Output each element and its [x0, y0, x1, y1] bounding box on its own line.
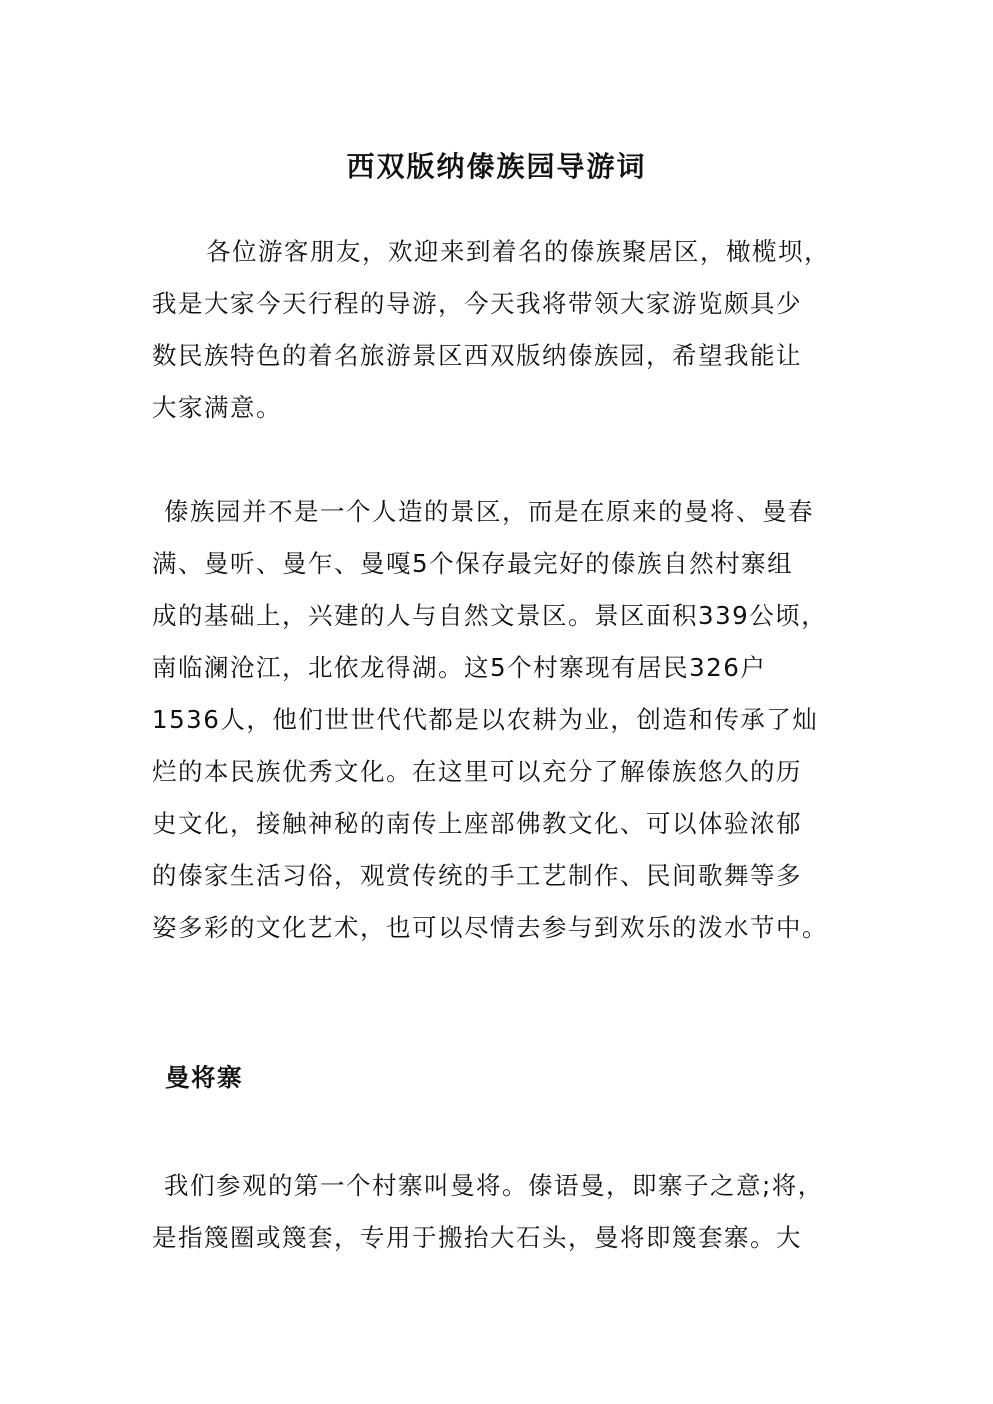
- paragraph-line: 各位游客朋友，欢迎来到着名的傣族聚居区，橄榄坝，: [206, 237, 830, 266]
- section-paragraph: [152, 1160, 842, 1264]
- paragraph-line: 我是大家今天行程的导游，今天我将带领大家游览颇具少: [152, 289, 802, 318]
- paragraph-line: 大家满意。: [152, 393, 282, 422]
- paragraph-line: 烂的本民族优秀文化。在这里可以充分了解傣族悠久的历: [152, 757, 802, 786]
- paragraph-line: 南临澜沧江，北依龙得湖。这5个村寨现有居民326户: [152, 653, 767, 682]
- paragraph-line: 成的基础上，兴建的人与自然文景区。景区面积339公顷，: [152, 601, 828, 630]
- paragraph-line: 是指篾圈或篾套，专用于搬抬大石头，曼将即篾套寨。大: [152, 1223, 802, 1252]
- paragraph-line: 我们参观的第一个村寨叫曼将。傣语曼，即寨子之意;将，: [164, 1171, 824, 1200]
- overview-paragraph: [152, 486, 842, 954]
- paragraph-line: 数民族特色的着名旅游景区西双版纳傣族园，希望我能让: [152, 341, 802, 370]
- paragraph-line: 1536人，他们世世代代都是以农耕为业，创造和传承了灿: [152, 705, 819, 734]
- paragraph-line: 满、曼听、曼乍、曼嘎5个保存最完好的傣族自然村寨组: [152, 549, 794, 578]
- section-heading: 曼将寨: [165, 1063, 243, 1093]
- document-title: 西双版纳傣族园导游词: [346, 149, 647, 183]
- paragraph-line: 傣族园并不是一个人造的景区，而是在原来的曼将、曼春: [164, 497, 814, 526]
- paragraph-line: 的傣家生活习俗，观赏传统的手工艺制作、民间歌舞等多: [152, 861, 802, 890]
- paragraph-line: 史文化，接触神秘的南传上座部佛教文化、可以体验浓郁: [152, 809, 802, 838]
- intro-paragraph: [152, 226, 842, 434]
- paragraph-line: 姿多彩的文化艺术，也可以尽情去参与到欢乐的泼水节中。: [152, 913, 828, 942]
